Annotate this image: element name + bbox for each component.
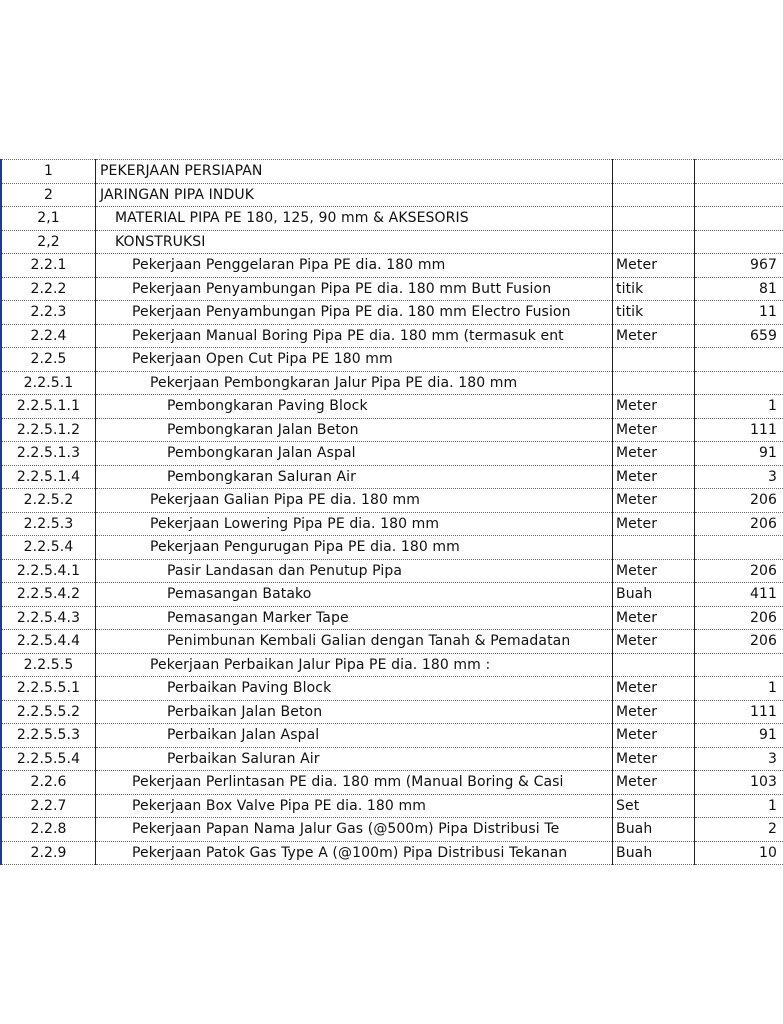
item-number-cell[interactable]: 2 xyxy=(1,183,96,207)
unit-cell[interactable]: Set xyxy=(613,794,695,818)
unit-cell[interactable] xyxy=(613,371,695,395)
table-row[interactable] xyxy=(1,512,783,536)
quantity-cell[interactable] xyxy=(695,230,783,254)
unit-cell[interactable]: Meter xyxy=(613,254,695,278)
description-cell[interactable]: Pasir Landasan dan Penutup Pipa xyxy=(96,559,613,583)
unit-cell[interactable] xyxy=(613,348,695,372)
table-body xyxy=(1,160,783,865)
quantity-cell[interactable]: 111 xyxy=(695,700,783,724)
bill-of-quantities-table xyxy=(0,159,783,865)
description-cell[interactable]: Perbaikan Jalan Aspal xyxy=(96,724,613,748)
unit-cell[interactable]: titik xyxy=(613,277,695,301)
unit-cell[interactable]: Buah xyxy=(613,818,695,842)
quantity-cell[interactable]: 3 xyxy=(695,465,783,489)
description-cell[interactable]: Perbaikan Jalan Beton xyxy=(96,700,613,724)
quantity-cell[interactable]: 10 xyxy=(695,841,783,865)
item-number-cell[interactable]: 2.2.5.5.3 xyxy=(1,724,96,748)
unit-cell[interactable] xyxy=(613,536,695,560)
table-row[interactable] xyxy=(1,724,783,748)
quantity-cell[interactable]: 1 xyxy=(695,677,783,701)
description-cell[interactable]: Pembongkaran Jalan Aspal xyxy=(96,442,613,466)
description-cell[interactable]: Pemasangan Batako xyxy=(96,583,613,607)
quantity-cell[interactable]: 81 xyxy=(695,277,783,301)
item-number-cell[interactable]: 2.2.5.1.2 xyxy=(1,418,96,442)
description-cell[interactable]: Perbaikan Paving Block xyxy=(96,677,613,701)
item-number-cell[interactable]: 2.2.5.5 xyxy=(1,653,96,677)
description-cell[interactable]: Pekerjaan Pengurugan Pipa PE dia. 180 mm xyxy=(96,536,613,560)
table-row[interactable] xyxy=(1,324,783,348)
unit-cell[interactable]: Meter xyxy=(613,465,695,489)
quantity-cell[interactable]: 91 xyxy=(695,724,783,748)
item-number-cell[interactable]: 2.2.5.2 xyxy=(1,489,96,513)
quantity-cell[interactable] xyxy=(695,183,783,207)
unit-cell[interactable]: Meter xyxy=(613,747,695,771)
quantity-cell[interactable]: 1 xyxy=(695,395,783,419)
unit-cell[interactable]: Meter xyxy=(613,700,695,724)
description-cell[interactable]: MATERIAL PIPA PE 180, 125, 90 mm & AKSESORIS xyxy=(96,207,613,231)
item-number-cell[interactable]: 2,2 xyxy=(1,230,96,254)
table-row[interactable] xyxy=(1,465,783,489)
table-row[interactable] xyxy=(1,794,783,818)
item-number-cell[interactable]: 2.2.5.5.1 xyxy=(1,677,96,701)
item-number-cell[interactable]: 2.2.8 xyxy=(1,818,96,842)
unit-cell[interactable] xyxy=(613,207,695,231)
table-row[interactable] xyxy=(1,207,783,231)
table-row[interactable] xyxy=(1,841,783,865)
item-number-cell[interactable]: 2.2.6 xyxy=(1,771,96,795)
description-cell[interactable]: Pembongkaran Saluran Air xyxy=(96,465,613,489)
table-row[interactable] xyxy=(1,395,783,419)
table-row[interactable] xyxy=(1,277,783,301)
description-cell[interactable]: PEKERJAAN PERSIAPAN xyxy=(96,160,613,184)
item-number-cell[interactable]: 2.2.5.4 xyxy=(1,536,96,560)
table-row[interactable] xyxy=(1,418,783,442)
unit-cell[interactable]: Meter xyxy=(613,489,695,513)
quantity-cell[interactable]: 967 xyxy=(695,254,783,278)
description-cell[interactable]: Pekerjaan Penyambungan Pipa PE dia. 180 mm Butt Fusion xyxy=(96,277,613,301)
unit-cell[interactable] xyxy=(613,230,695,254)
quantity-cell[interactable] xyxy=(695,348,783,372)
table-row[interactable] xyxy=(1,630,783,654)
unit-cell[interactable]: Meter xyxy=(613,677,695,701)
quantity-cell[interactable]: 11 xyxy=(695,301,783,325)
table-row[interactable] xyxy=(1,606,783,630)
description-cell[interactable]: Pekerjaan Pembongkaran Jalur Pipa PE dia. 180 mm xyxy=(96,371,613,395)
quantity-cell[interactable]: 411 xyxy=(695,583,783,607)
table-row[interactable] xyxy=(1,230,783,254)
description-cell[interactable]: Pekerjaan Papan Nama Jalur Gas (@500m) Pipa Distribusi Te xyxy=(96,818,613,842)
item-number-cell[interactable]: 2.2.5.4.3 xyxy=(1,606,96,630)
quantity-cell[interactable]: 659 xyxy=(695,324,783,348)
quantity-cell[interactable] xyxy=(695,371,783,395)
table-row[interactable] xyxy=(1,489,783,513)
quantity-cell[interactable]: 206 xyxy=(695,606,783,630)
item-number-cell[interactable]: 2.2.4 xyxy=(1,324,96,348)
table-row[interactable] xyxy=(1,536,783,560)
quantity-cell[interactable]: 1 xyxy=(695,794,783,818)
quantity-cell[interactable]: 103 xyxy=(695,771,783,795)
quantity-cell[interactable] xyxy=(695,653,783,677)
unit-cell[interactable]: Meter xyxy=(613,724,695,748)
description-cell[interactable]: Pekerjaan Lowering Pipa PE dia. 180 mm xyxy=(96,512,613,536)
quantity-cell[interactable]: 206 xyxy=(695,630,783,654)
quantity-cell[interactable] xyxy=(695,160,783,184)
quantity-cell[interactable] xyxy=(695,207,783,231)
table-row[interactable] xyxy=(1,771,783,795)
table-row[interactable] xyxy=(1,559,783,583)
quantity-cell[interactable]: 206 xyxy=(695,489,783,513)
description-cell[interactable]: Pekerjaan Penyambungan Pipa PE dia. 180 mm Electro Fusion xyxy=(96,301,613,325)
description-cell[interactable]: Pekerjaan Perlintasan PE dia. 180 mm (Manual Boring & Casi xyxy=(96,771,613,795)
unit-cell[interactable]: Meter xyxy=(613,606,695,630)
description-cell[interactable]: JARINGAN PIPA INDUK xyxy=(96,183,613,207)
table-row[interactable] xyxy=(1,371,783,395)
unit-cell[interactable]: Meter xyxy=(613,512,695,536)
table-row[interactable] xyxy=(1,254,783,278)
item-number-cell[interactable]: 2.2.5 xyxy=(1,348,96,372)
item-number-cell[interactable]: 2.2.2 xyxy=(1,277,96,301)
description-cell[interactable]: Pekerjaan Perbaikan Jalur Pipa PE dia. 180 mm : xyxy=(96,653,613,677)
table-row[interactable] xyxy=(1,700,783,724)
quantity-cell[interactable] xyxy=(695,536,783,560)
item-number-cell[interactable]: 2.2.5.5.2 xyxy=(1,700,96,724)
table-row[interactable] xyxy=(1,301,783,325)
table-row[interactable] xyxy=(1,583,783,607)
unit-cell[interactable]: Meter xyxy=(613,771,695,795)
description-cell[interactable]: Pekerjaan Penggelaran Pipa PE dia. 180 mm xyxy=(96,254,613,278)
unit-cell[interactable]: Meter xyxy=(613,630,695,654)
description-cell[interactable]: KONSTRUKSI xyxy=(96,230,613,254)
quantity-cell[interactable]: 206 xyxy=(695,512,783,536)
item-number-cell[interactable]: 2.2.5.4.4 xyxy=(1,630,96,654)
item-number-cell[interactable]: 2.2.5.1.3 xyxy=(1,442,96,466)
item-number-cell[interactable]: 2.2.5.1.1 xyxy=(1,395,96,419)
description-cell[interactable]: Perbaikan Saluran Air xyxy=(96,747,613,771)
unit-cell[interactable]: Meter xyxy=(613,418,695,442)
item-number-cell[interactable]: 2.2.5.3 xyxy=(1,512,96,536)
quantity-cell[interactable]: 2 xyxy=(695,818,783,842)
unit-cell[interactable]: Meter xyxy=(613,395,695,419)
quantity-cell[interactable]: 206 xyxy=(695,559,783,583)
unit-cell[interactable]: Meter xyxy=(613,324,695,348)
item-number-cell[interactable]: 2.2.1 xyxy=(1,254,96,278)
item-number-cell[interactable]: 2.2.3 xyxy=(1,301,96,325)
item-number-cell[interactable]: 2.2.5.4.1 xyxy=(1,559,96,583)
table-row[interactable] xyxy=(1,677,783,701)
unit-cell[interactable]: Buah xyxy=(613,583,695,607)
quantity-cell[interactable]: 111 xyxy=(695,418,783,442)
unit-cell[interactable]: Meter xyxy=(613,559,695,583)
table-row[interactable] xyxy=(1,747,783,771)
unit-cell[interactable] xyxy=(613,183,695,207)
table-row[interactable] xyxy=(1,160,783,184)
description-cell[interactable]: Pekerjaan Manual Boring Pipa PE dia. 180 mm (termasuk ent xyxy=(96,324,613,348)
description-cell[interactable]: Pekerjaan Box Valve Pipa PE dia. 180 mm xyxy=(96,794,613,818)
description-cell[interactable]: Pembongkaran Paving Block xyxy=(96,395,613,419)
description-cell[interactable]: Pemasangan Marker Tape xyxy=(96,606,613,630)
table-row[interactable] xyxy=(1,183,783,207)
quantity-cell[interactable]: 3 xyxy=(695,747,783,771)
item-number-cell[interactable]: 2,1 xyxy=(1,207,96,231)
spreadsheet-sheet xyxy=(0,159,777,865)
description-cell[interactable]: Pekerjaan Open Cut Pipa PE 180 mm xyxy=(96,348,613,372)
item-number-cell[interactable]: 2.2.5.5.4 xyxy=(1,747,96,771)
table-row[interactable] xyxy=(1,653,783,677)
item-number-cell[interactable]: 2.2.5.1.4 xyxy=(1,465,96,489)
unit-cell[interactable]: Buah xyxy=(613,841,695,865)
unit-cell[interactable]: titik xyxy=(613,301,695,325)
item-number-cell[interactable]: 2.2.9 xyxy=(1,841,96,865)
description-cell[interactable]: Pembongkaran Jalan Beton xyxy=(96,418,613,442)
unit-cell[interactable] xyxy=(613,653,695,677)
table-row[interactable] xyxy=(1,818,783,842)
table-row[interactable] xyxy=(1,348,783,372)
item-number-cell[interactable]: 2.2.5.1 xyxy=(1,371,96,395)
table-row[interactable] xyxy=(1,442,783,466)
description-cell[interactable]: Pekerjaan Patok Gas Type A (@100m) Pipa Distribusi Tekanan xyxy=(96,841,613,865)
quantity-cell[interactable]: 91 xyxy=(695,442,783,466)
description-cell[interactable]: Pekerjaan Galian Pipa PE dia. 180 mm xyxy=(96,489,613,513)
description-cell[interactable]: Penimbunan Kembali Galian dengan Tanah & Pemadatan xyxy=(96,630,613,654)
unit-cell[interactable] xyxy=(613,160,695,184)
item-number-cell[interactable]: 1 xyxy=(1,160,96,184)
unit-cell[interactable]: Meter xyxy=(613,442,695,466)
item-number-cell[interactable]: 2.2.5.4.2 xyxy=(1,583,96,607)
item-number-cell[interactable]: 2.2.7 xyxy=(1,794,96,818)
